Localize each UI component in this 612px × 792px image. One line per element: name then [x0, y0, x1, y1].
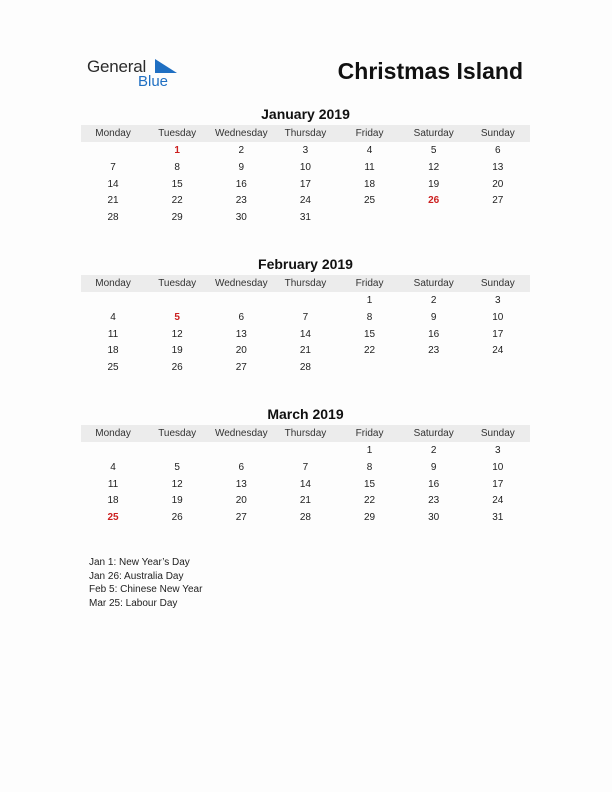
week-row	[81, 327, 530, 344]
week-row	[81, 177, 530, 194]
day-cell: 20	[235, 345, 247, 357]
day-cell: 16	[428, 328, 440, 340]
day-cell: 7	[302, 311, 309, 323]
day-cell: 13	[492, 161, 504, 173]
day-cell: 20	[235, 495, 247, 507]
flag-icon	[155, 59, 177, 73]
day-cell: 11	[364, 161, 375, 173]
holiday-item: Jan 1: New Year’s Day	[89, 557, 190, 568]
day-cell: 8	[174, 161, 180, 173]
day-cell: 13	[235, 478, 247, 490]
weekday-label: Thursday	[284, 128, 327, 139]
day-cell: 9	[238, 161, 245, 173]
weekday-label: Sunday	[480, 278, 515, 289]
day-cell: 27	[235, 512, 247, 524]
day-cell: 24	[492, 495, 504, 507]
holiday-day-cell: 1	[174, 145, 180, 156]
day-cell: 12	[171, 328, 183, 340]
holiday-list	[89, 556, 202, 610]
weekday-label: Sunday	[480, 428, 515, 439]
day-cell: 10	[492, 311, 504, 323]
day-cell: 5	[174, 461, 180, 473]
day-cell: 27	[492, 195, 504, 207]
weekday-label: Tuesday	[158, 278, 197, 289]
day-cell: 21	[299, 495, 311, 507]
day-cell: 6	[238, 461, 245, 473]
holiday-item: Feb 5: Chinese New Year	[89, 584, 203, 595]
day-cell: 11	[107, 478, 119, 490]
holiday-day-cell: 26	[428, 195, 440, 207]
weekday-label: Wednesday	[214, 128, 268, 139]
weekday-label: Friday	[355, 128, 384, 139]
day-cell	[466, 210, 530, 227]
week-row	[81, 310, 530, 327]
weekday-label: Monday	[95, 428, 131, 439]
day-cell: 23	[428, 345, 440, 357]
day-cell	[402, 360, 466, 377]
holiday-day-cell: 5	[174, 311, 180, 323]
day-cell: 31	[299, 212, 311, 224]
day-cell: 1	[366, 445, 373, 456]
day-cell: 23	[235, 195, 247, 207]
week-row	[81, 160, 530, 177]
day-cell: 22	[364, 345, 376, 357]
day-cell: 22	[171, 195, 183, 207]
weekday-label: Wednesday	[214, 428, 268, 439]
week-row	[81, 193, 530, 210]
weekday-label: Tuesday	[158, 128, 197, 139]
week-row	[81, 443, 530, 460]
weekday-label: Saturday	[413, 428, 454, 439]
weekday-header-row	[81, 275, 530, 292]
day-cell: 2	[238, 145, 245, 156]
week-row	[81, 510, 530, 527]
day-cell: 17	[492, 328, 504, 340]
day-cell: 19	[171, 495, 183, 507]
day-cell: 25	[364, 195, 376, 207]
day-cell: 20	[492, 178, 504, 190]
day-cell	[81, 293, 145, 310]
day-cell: 7	[110, 161, 116, 173]
day-cell: 6	[495, 145, 501, 156]
month-march	[81, 406, 530, 527]
day-cell: 28	[107, 212, 119, 224]
day-cell: 14	[299, 478, 311, 490]
day-cell: 2	[430, 295, 437, 306]
day-cell: 10	[492, 461, 504, 473]
day-cell	[273, 293, 337, 310]
day-cell	[145, 443, 209, 460]
logo-blue-text: Blue	[138, 73, 169, 90]
week-row	[81, 360, 530, 377]
day-cell: 14	[299, 328, 311, 340]
day-cell: 9	[430, 461, 437, 473]
day-cell: 4	[366, 145, 373, 156]
day-cell: 4	[110, 311, 116, 323]
day-cell: 19	[428, 178, 440, 190]
weekday-label: Monday	[95, 278, 131, 289]
day-cell: 5	[430, 145, 437, 156]
weekday-label: Sunday	[480, 128, 515, 139]
month-february	[81, 256, 530, 377]
day-cell: 3	[495, 295, 501, 306]
weekday-header-row	[81, 125, 530, 142]
holiday-day-cell: 25	[107, 512, 119, 524]
day-cell: 18	[107, 495, 119, 507]
day-cell: 12	[428, 161, 440, 173]
month-title: February 2019	[258, 256, 353, 272]
day-cell: 29	[364, 512, 376, 524]
day-cell: 27	[235, 362, 247, 374]
day-cell	[338, 210, 402, 227]
day-cell: 16	[428, 478, 440, 490]
month-title: January 2019	[261, 106, 350, 122]
week-row	[81, 343, 530, 360]
day-cell: 9	[430, 311, 437, 323]
weekday-label: Saturday	[413, 128, 454, 139]
day-cell: 21	[299, 345, 311, 357]
day-cell: 24	[492, 345, 504, 357]
week-row	[81, 210, 530, 227]
day-cell	[338, 360, 402, 377]
day-cell: 12	[171, 478, 183, 490]
weekday-label: Tuesday	[158, 428, 197, 439]
day-cell: 17	[299, 178, 311, 190]
weekday-label: Saturday	[413, 278, 454, 289]
day-cell: 19	[171, 345, 183, 357]
week-row	[81, 143, 530, 160]
weekday-header-row	[81, 425, 530, 442]
day-cell: 16	[235, 178, 247, 190]
day-cell: 18	[107, 345, 119, 357]
week-row	[81, 293, 530, 310]
day-cell: 15	[364, 478, 376, 490]
weekday-label: Thursday	[284, 428, 327, 439]
weekday-label: Monday	[95, 128, 131, 139]
week-row	[81, 460, 530, 477]
day-cell	[209, 293, 273, 310]
logo	[87, 57, 197, 93]
day-cell: 6	[238, 311, 245, 323]
country-title: Christmas Island	[337, 58, 523, 84]
day-cell: 21	[107, 195, 119, 207]
day-cell: 30	[235, 212, 247, 224]
day-cell: 3	[495, 445, 501, 456]
day-cell: 26	[171, 512, 183, 524]
day-cell: 11	[107, 328, 119, 340]
day-cell	[145, 293, 209, 310]
day-cell: 17	[492, 478, 504, 490]
month-title: March 2019	[267, 406, 344, 422]
day-cell: 15	[171, 178, 183, 190]
day-cell: 4	[110, 461, 116, 473]
day-cell: 3	[302, 145, 309, 156]
day-cell: 22	[364, 495, 376, 507]
day-cell: 28	[299, 362, 311, 374]
day-cell	[273, 443, 337, 460]
week-row	[81, 493, 530, 510]
day-cell	[209, 443, 273, 460]
day-cell: 2	[430, 445, 437, 456]
day-cell: 18	[364, 178, 376, 190]
day-cell: 23	[428, 495, 440, 507]
day-cell: 7	[302, 461, 309, 473]
day-cell: 1	[366, 295, 373, 306]
day-cell: 10	[299, 161, 311, 173]
day-cell: 8	[366, 461, 373, 473]
day-cell: 29	[171, 212, 183, 224]
holiday-item: Jan 26: Australia Day	[89, 570, 184, 582]
day-cell: 13	[235, 328, 247, 340]
month-january	[81, 106, 530, 227]
logo-general-text: General	[87, 57, 147, 76]
day-cell	[81, 143, 145, 160]
day-cell: 25	[107, 362, 119, 374]
day-cell: 28	[299, 512, 311, 524]
weekday-label: Friday	[355, 278, 384, 289]
day-cell: 15	[364, 328, 376, 340]
holiday-item: Mar 25: Labour Day	[89, 597, 178, 609]
day-cell: 31	[492, 512, 504, 524]
day-cell: 24	[299, 195, 311, 207]
day-cell: 30	[428, 512, 440, 524]
day-cell	[81, 443, 145, 460]
weekday-label: Friday	[355, 428, 384, 439]
day-cell	[466, 360, 530, 377]
weekday-label: Thursday	[284, 278, 327, 289]
day-cell: 14	[107, 178, 119, 190]
day-cell: 8	[366, 311, 373, 323]
week-row	[81, 477, 530, 494]
weekday-label: Wednesday	[214, 278, 268, 289]
day-cell	[402, 210, 466, 227]
day-cell: 26	[171, 362, 183, 374]
